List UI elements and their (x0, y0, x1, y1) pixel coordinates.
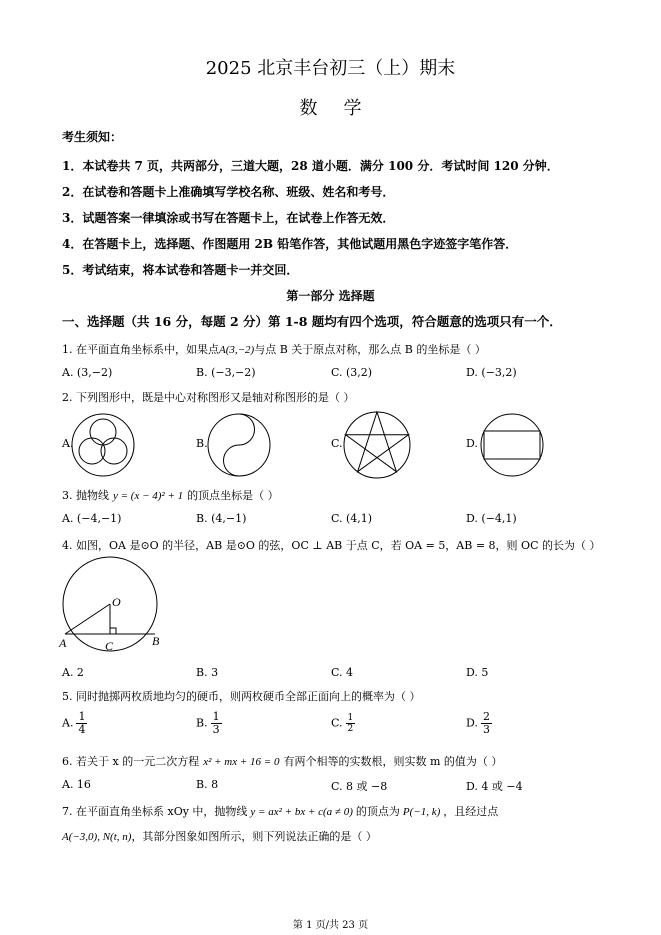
rectangle-in-circle-figure (476, 410, 548, 480)
label-o: O (112, 595, 121, 609)
question-3-option-c: C. (4,1) (331, 512, 373, 525)
fraction-numerator: 1 (78, 710, 86, 723)
question-2-label-a: A. (62, 437, 74, 450)
notice-item-1: 1．本试卷共 7 页，共两部分，三道大题，28 道小题．满分 100 分．考试时间 120 分钟． (62, 159, 559, 173)
question-6-formula: x² + mx + 16 = 0 (203, 756, 280, 768)
notice-heading: 考生须知： (62, 130, 123, 144)
question-3-stem-a: 3. 抛物线 (62, 489, 109, 502)
question-3-option-d: D. (−4,1) (466, 512, 517, 525)
question-7-formula: y = ax² + bx + c(a ≠ 0) (250, 806, 353, 818)
question-1-point: A(3,−2) (219, 344, 255, 356)
question-5-option-a-label: A. (62, 716, 74, 730)
question-7-line-1 (62, 803, 498, 819)
question-6-option-d: D. 4 或 −4 (466, 780, 523, 793)
fraction-denominator: 2 (347, 724, 354, 734)
question-6-option-a: A. 16 (62, 778, 91, 791)
question-5-option-d-fraction (481, 711, 492, 736)
question-2-label-c: C. (331, 437, 343, 450)
fraction-denominator: 4 (78, 723, 86, 736)
question-7-text-a: 7. 在平面直角坐标系 xOy 中，抛物线 (62, 805, 248, 818)
question-3-option-a: A. (−4,−1) (62, 512, 122, 525)
question-5-option-a-fraction (76, 711, 87, 736)
question-5-option-b-fraction (211, 711, 222, 736)
question-4-stem: 4. 如图，OA 是⊙O 的半径，AB 是⊙O 的弦，OC ⊥ AB 于点 C，若 OA = 5，AB = 8，则 OC 的长为（ ） (62, 539, 601, 552)
subject-title: 数学 (299, 98, 388, 119)
question-1-option-d: D. (−3,2) (466, 366, 517, 379)
question-5-option-c (331, 713, 355, 734)
question-6-stem-b: 有两个相等的实数根，则实数 m 的值为（ ） (283, 755, 503, 768)
question-2-label-d: D. (466, 437, 478, 450)
question-5-option-c-fraction (346, 713, 356, 734)
notice-item-2: 2．在试卷和答题卡上准确填写学校名称、班级、姓名和考号． (62, 185, 395, 199)
question-2-stem: 2. 下列图形中，既是中心对称图形又是轴对称图形的是（ ） (62, 391, 355, 404)
question-7-points: A(−3,0), N(t, n) (62, 831, 132, 843)
question-4-option-d: D. 5 (466, 666, 489, 679)
question-7-text-d: ，其部分图象如图所示，则下列说法正确的是（ ） (131, 830, 377, 843)
question-1-option-b: B. (−3,−2) (196, 366, 256, 379)
paper-title: 2025 北京丰台初三（上）期末 (205, 58, 456, 79)
notice-item-3: 3．试题答案一律填涂或书写在答题卡上，在试卷上作答无效． (62, 211, 395, 225)
fraction-denominator: 3 (482, 723, 490, 736)
question-5-stem: 5. 同时抛掷两枚质地均匀的硬币，则两枚硬币全部正面向上的概率为（ ） (62, 690, 421, 703)
question-7-vertex: P(−1, k) (402, 806, 441, 818)
fraction-numerator: 1 (347, 713, 354, 723)
question-4-option-b: B. 3 (196, 666, 219, 679)
question-3-formula: y = (x − 4)² + 1 (113, 490, 184, 502)
label-a: A (59, 636, 67, 650)
circle-chord-figure (56, 556, 168, 660)
fraction-numerator: 1 (212, 710, 220, 723)
question-1-stem (62, 341, 486, 357)
question-4-option-c: C. 4 (331, 666, 354, 679)
notice-item-4: 4．在答题卡上，选择题、作图题用 2B 铅笔作答，其他试题用黑色字迹签字笔作答． (62, 237, 518, 251)
part-title: 第一部分 选择题 (286, 289, 375, 303)
question-6-stem-a: 6. 若关于 x 的一元二次方程 (62, 755, 200, 768)
question-7-text-c: ，且经过点 (443, 805, 499, 818)
question-6-option-c: C. 8 或 −8 (331, 780, 388, 793)
question-4-option-a: A. 2 (62, 666, 84, 679)
question-6-option-b: B. 8 (196, 778, 219, 791)
question-6-stem (62, 753, 502, 769)
label-c: C (105, 639, 114, 653)
question-1-stem-b: 与点 B 关于原点对称，那么点 B 的坐标是（ ） (254, 343, 486, 356)
yin-yang-figure (206, 410, 272, 480)
question-7-line-2 (62, 828, 377, 844)
question-7-text-b: 的顶点为 (355, 805, 400, 818)
fraction-denominator: 3 (212, 723, 220, 736)
question-1-option-c: C. (3,2) (331, 366, 373, 379)
trefoil-figure (70, 410, 136, 480)
section-heading: 一、选择题（共 16 分，每题 2 分）第 1-8 题均有四个选项，符合题意的选项只有一个． (62, 314, 562, 329)
question-3-stem-b: 的顶点坐标是（ ） (187, 489, 279, 502)
question-5-option-c-label: C. (331, 716, 343, 730)
question-2-label-b: B. (196, 437, 208, 450)
question-5-option-d (466, 711, 492, 736)
notice-item-5: 5．考试结束，将本试卷和答题卡一并交回． (62, 263, 299, 277)
question-5-option-b (196, 711, 222, 736)
label-b: B (152, 634, 160, 648)
page-footer: 第 1 页/共 23 页 (292, 920, 369, 931)
question-3-stem (62, 487, 279, 503)
question-5-option-b-label: B. (196, 716, 208, 730)
question-1-stem-a: 1. 在平面直角坐标系中，如果点 (62, 343, 219, 356)
question-5-option-d-label: D. (466, 716, 478, 730)
question-1-option-a: A. (3,−2) (62, 366, 113, 379)
star-in-circle-figure (342, 408, 412, 482)
question-3-option-b: B. (4,−1) (196, 512, 247, 525)
question-5-option-a (62, 711, 87, 736)
fraction-numerator: 2 (482, 710, 490, 723)
